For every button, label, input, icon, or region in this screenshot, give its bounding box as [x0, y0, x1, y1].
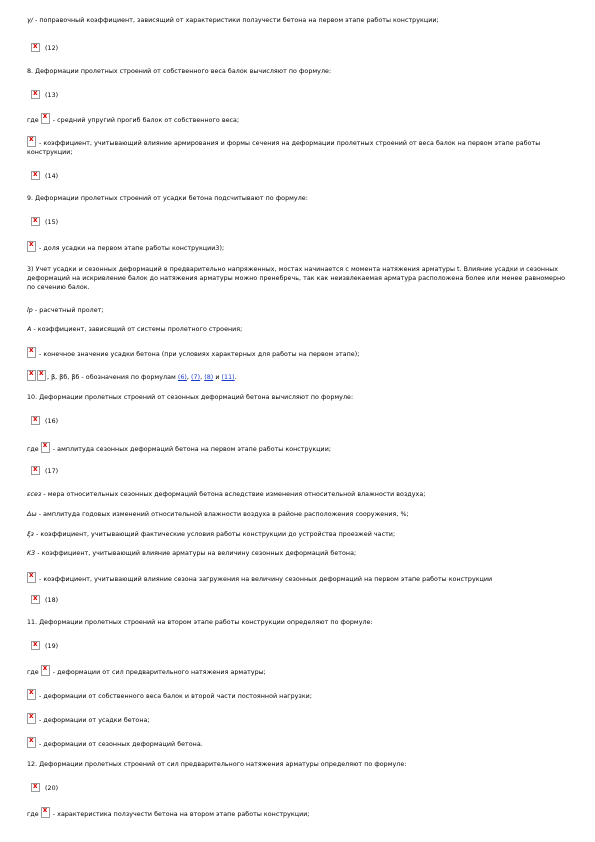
equation-number: (17) — [45, 468, 59, 475]
formula-line — [27, 466, 572, 476]
broken-image-icon — [31, 595, 40, 604]
text-line: x - деформации от собственного веса балок и второй части постоянной нагрузки; — [27, 689, 572, 701]
text-line: где x - деформации от сил предварительного натяжения арматуры; — [27, 665, 572, 677]
paragraph-heading: 9. Деформации пролетных строений от усадки бетона подсчитывают по формуле: — [27, 195, 308, 202]
formula-line — [27, 90, 572, 100]
broken-image-icon — [27, 689, 36, 700]
text-paragraph: x - коэффициент, учитывающий влияние армирования и формы сечения на деформации пролетных строений от веса балок на первом этапе работы конструкции; — [27, 136, 572, 157]
text-line: ξз - коэффициент, учитывающий фактические условия работы конструкции до устройства проезжей части; — [27, 531, 396, 538]
broken-image-icon — [31, 466, 40, 475]
equation-number: (19) — [45, 643, 59, 650]
formula-line — [27, 416, 572, 426]
footnote-paragraph: 3) Учет усадки и сезонных деформаций в предварительно напряженных, мостах начинается с момента натяжения арматуры t. Влияние усадки и сезонных деформаций на искривление балок до натяжения арматуры можно пренебречь, так как неизвлекаемая арматура расположена более или менее равномерно по сечению балок. — [27, 266, 566, 291]
text-line: γ/ - поправочный коэффициент, зависящий от характеристики ползучести бетона на первом этапе работы конструкции; — [27, 17, 439, 24]
formula-link-8[interactable]: (8) — [204, 374, 214, 381]
equation-number: (14) — [45, 173, 59, 180]
paragraph-heading: 8. Деформации пролетных строений от собственного веса балок вычисляют по формуле: — [27, 68, 332, 75]
equation-number: (20) — [45, 785, 59, 792]
formula-line — [27, 43, 572, 53]
broken-image-icon — [31, 90, 40, 99]
broken-image-icon — [37, 370, 46, 381]
text-line: εсез - мера относительных сезонных деформаций бетона вследствие изменения относительной влажности воздуха; — [27, 491, 426, 498]
formula-line — [27, 595, 572, 605]
equation-number: (13) — [45, 92, 59, 99]
paragraph-heading: 10. Деформации пролетных строений от сезонных деформаций бетона вычисляют по формуле: — [27, 394, 354, 401]
formula-line — [27, 641, 572, 651]
text-line: lр - расчетный пролет; — [27, 307, 104, 314]
equation-number: (15) — [45, 219, 59, 226]
formula-line — [27, 217, 572, 227]
formula-link-11[interactable]: (11) — [221, 374, 235, 381]
formula-line — [27, 171, 572, 181]
broken-image-icon — [41, 113, 50, 124]
broken-image-icon — [31, 43, 40, 52]
broken-image-icon — [27, 737, 36, 748]
text-line: x - доля усадки на первом этапе работы конструкции3); — [27, 241, 572, 253]
formula-link-6[interactable]: (6) — [177, 374, 187, 381]
text-line: A - коэффициент, зависящий от системы пролетного строения; — [27, 326, 243, 333]
broken-image-icon — [31, 416, 40, 425]
text-line: где x - амплитуда сезонных деформаций бетона на первом этапе работы конструкции; — [27, 442, 572, 454]
broken-image-icon — [27, 370, 36, 381]
broken-image-icon — [27, 136, 36, 147]
broken-image-icon — [31, 217, 40, 226]
broken-image-icon — [31, 783, 40, 792]
text-line: где x - средний упругий прогиб балок от собственного веса; — [27, 113, 572, 125]
broken-image-icon — [27, 572, 36, 583]
text-line: x - коэффициент, учитывающий влияние сезона загружения на величину сезонных деформаций на первом этапе работы конструкции — [27, 572, 572, 584]
broken-image-icon — [41, 665, 50, 676]
equation-number: (18) — [45, 597, 59, 604]
equation-number: (16) — [45, 418, 59, 425]
broken-image-icon — [41, 442, 50, 453]
broken-image-icon — [31, 641, 40, 650]
text-line: Δω - амплитуда годовых изменений относительной влажности воздуха в районе расположения сооружения, %; — [27, 511, 409, 518]
text-line: xx, β, βб, βб - обозначения по формулам (6), (7), (8) и (11). — [27, 370, 572, 382]
text-line: x - деформации от усадки бетона; — [27, 713, 572, 725]
broken-image-icon — [27, 713, 36, 724]
equation-number: (12) — [45, 45, 59, 52]
paragraph-heading: 12. Деформации пролетных строений от сил предварительного натяжения арматуры определяют по формуле: — [27, 761, 407, 768]
formula-line — [27, 783, 572, 793]
paragraph-heading: 11. Деформации пролетных строений на втором этапе работы конструкции определяют по формуле: — [27, 619, 373, 626]
broken-image-icon — [27, 347, 36, 358]
formula-link-7[interactable]: (7) — [191, 374, 201, 381]
broken-image-icon — [27, 241, 36, 252]
text-line: x - конечное значение усадки бетона (при условиях характерных для работы на первом этапе); — [27, 347, 572, 359]
broken-image-icon — [31, 171, 40, 180]
text-line: x - деформации от сезонных деформаций бетона. — [27, 737, 572, 749]
broken-image-icon — [41, 807, 50, 818]
text-line: K3 - коэффициент, учитывающий влияние арматуры на величину сезонных деформаций бетона; — [27, 550, 357, 557]
text-line: где x - характеристика ползучести бетона на втором этапе работы конструкции; — [27, 807, 572, 819]
